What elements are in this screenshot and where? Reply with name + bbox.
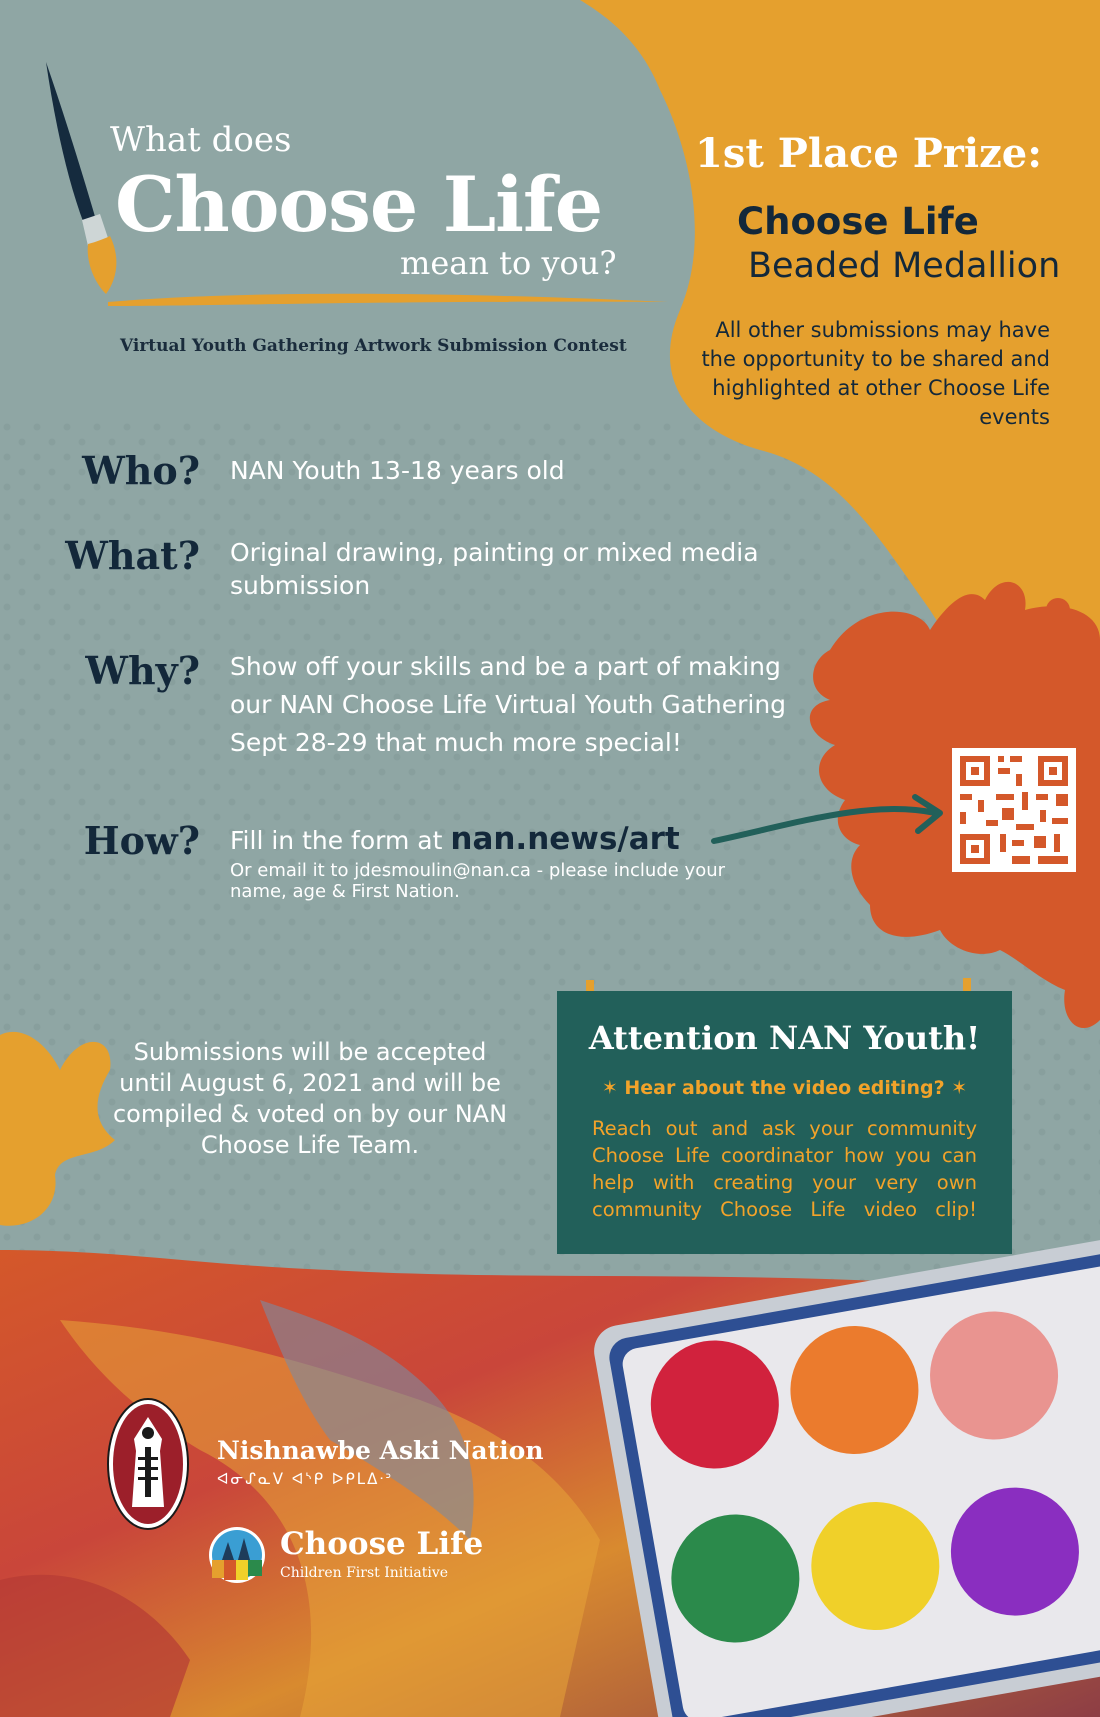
notice-box [557,991,1012,1254]
title-line3: mean to you? [400,244,617,282]
deadline-text: Submissions will be accepted until August 6, 2021 and will be compiled & voted on by our NAN Choose Life Team. [112,1038,508,1159]
how-label: How? [83,818,200,863]
form-link[interactable]: nan.news/art [450,821,680,857]
title-underline [108,288,668,314]
prize-note: All other submissions may have the opportunity to be shared and highlighted at other Choose Life events [701,318,1050,429]
notice-subtitle [557,1077,1012,1099]
why-text: Show off your skills and be a part of making our NAN Choose Life Virtual Youth Gathering Sept 28-29 that much more special! [230,652,787,757]
how-prefix: Fill in the form at [230,826,451,855]
prize-heading: 1st Place Prize: [695,130,1042,177]
why-label: Why? [85,648,200,693]
notice-title: Attention NAN Youth! [588,1019,981,1057]
nan-name: Nishnawbe Aski Nation [217,1436,544,1465]
who-label: Who? [82,448,200,493]
choose-life-subtitle: Children First Initiative [280,1565,449,1581]
nan-emblem-icon [106,1397,190,1531]
choose-life-logo-icon [208,1526,266,1584]
prize-name: Choose Life [737,200,979,243]
title-main: Choose Life [115,160,603,249]
what-text: Original drawing, painting or mixed media submission [230,538,759,600]
how-text [230,820,680,860]
prize-item: Beaded Medallion [748,246,1061,286]
star-icon: ✶ [951,1077,968,1099]
what-label: What? [65,533,200,578]
nan-syllabics: ᐊᓂᔑᓇᐯ ᐊᔅᑭ ᐅᑭᒪᐃᐧᐣ [217,1470,394,1488]
arrow-icon [710,785,950,855]
contest-subtitle: Virtual Youth Gathering Artwork Submission Contest [120,336,627,356]
notice-subtitle-text: Hear about the video editing? [624,1077,945,1099]
choose-life-name: Choose Life [280,1526,484,1562]
how-subtext: Or email it to jdesmoulin@nan.ca - please include your name, age & First Nation. [230,860,726,902]
paintbrush-icon [36,56,126,296]
title-line1: What does [110,120,292,160]
notice-body: Reach out and ask your community Choose Life coordinator how you can help with creating your very own community Choose Life video clip! [592,1117,977,1221]
star-icon: ✶ [601,1077,618,1099]
who-text: NAN Youth 13-18 years old [230,456,565,485]
qr-code-icon[interactable] [952,748,1076,872]
